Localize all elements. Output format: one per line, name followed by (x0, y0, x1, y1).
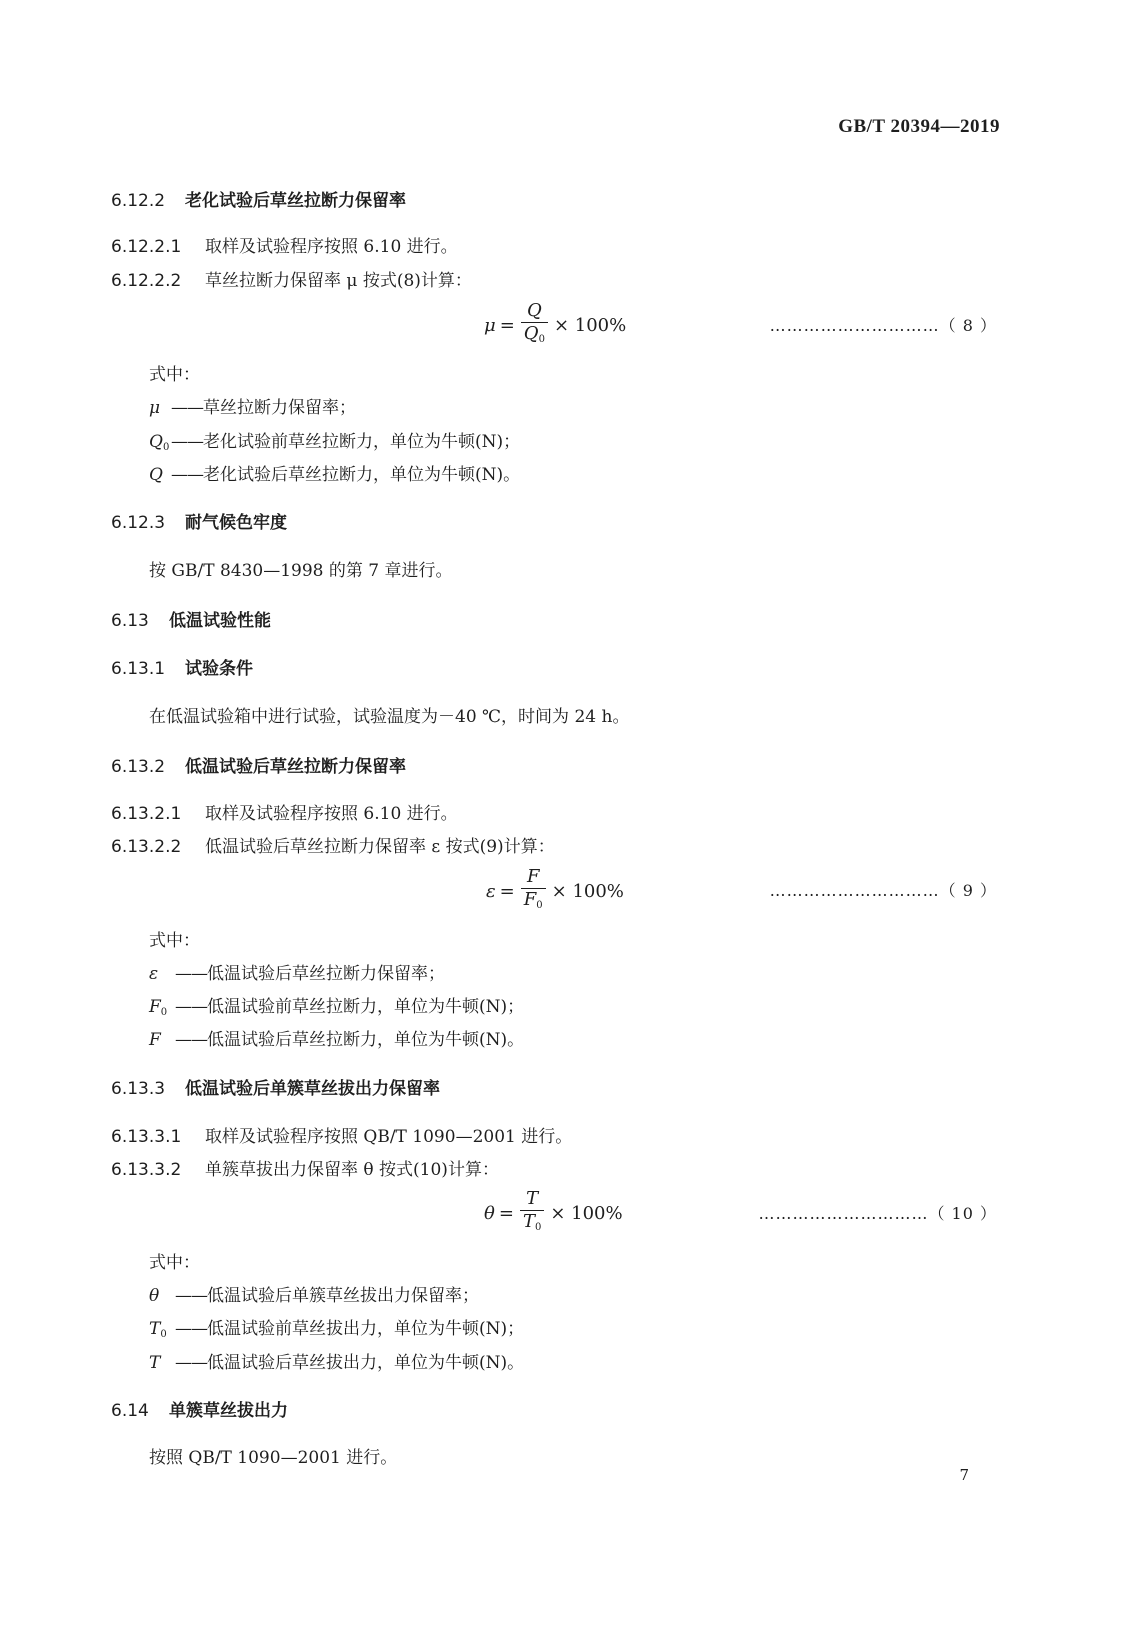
definition-item: $T_0$ ——低温试验前草丝拔出力，单位为牛顿(N)； (149, 1319, 525, 1340)
formula-equals: = (499, 315, 515, 336)
where-label: 式中： (149, 931, 200, 951)
clause-6-12-2-1 (111, 232, 458, 257)
formula-10 (484, 1188, 623, 1239)
section-number: 6.13 (111, 611, 149, 631)
definition-item: θ ——低温试验后单簇草丝拔出力保留率； (149, 1286, 479, 1306)
section-title: 耐气候色牢度 (185, 513, 287, 533)
clause-number: 6.13.3.2 (111, 1160, 182, 1180)
section-title: 试验条件 (185, 659, 253, 679)
formula-multiplier: × 100% (550, 1203, 623, 1224)
clause-6-13-2-2 (111, 832, 555, 857)
clause-number: 6.12.2.1 (111, 237, 182, 257)
section-heading-6-13-2 (111, 752, 406, 777)
formula-fraction (520, 1188, 544, 1239)
definition-item: F ——低温试验后草丝拉断力，单位为牛顿(N)。 (149, 1030, 525, 1050)
formula-denominator: $F_0$ (521, 888, 546, 917)
page-number: 7 (959, 1466, 969, 1484)
definition-item: $Q_0——$老化试验前草丝拉断力，单位为牛顿(N)； (149, 432, 521, 453)
definition-item: ε ——低温试验后草丝拉断力保留率； (149, 964, 445, 984)
clause-number: 6.13.2.1 (111, 804, 182, 824)
section-heading-6-13 (111, 606, 271, 631)
definition-item: Q ——老化试验后草丝拉断力，单位为牛顿(N)。 (149, 465, 521, 485)
definition-item: μ ——草丝拉断力保留率； (149, 398, 356, 418)
formula-denominator: $T_0$ (520, 1210, 544, 1239)
formula-fraction (521, 300, 548, 351)
clause-number: 6.13.2.2 (111, 837, 182, 857)
section-heading-6-13-3 (111, 1074, 440, 1099)
section-title: 低温试验性能 (169, 611, 271, 631)
clause-text: 取样及试验程序按照 QB/T 1090—2001 进行。 (205, 1127, 573, 1147)
formula-numerator: T (526, 1188, 539, 1209)
paragraph: 在低温试验箱中进行试验，试验温度为－40 ℃，时间为 24 h。 (149, 707, 630, 727)
where-label: 式中： (149, 1253, 200, 1273)
formula-fraction (521, 866, 546, 917)
clause-number: 6.12.2.2 (111, 271, 182, 291)
formula-9 (486, 866, 624, 917)
clause-6-13-3-2 (111, 1155, 499, 1180)
formula-lhs: ε (486, 881, 496, 902)
formula-equals: = (499, 881, 515, 902)
standard-number: GB/T 20394—2019 (838, 116, 1000, 137)
formula-numerator: Q (526, 300, 542, 321)
section-number: 6.12.3 (111, 513, 166, 533)
definition-item: T ——低温试验后草丝拔出力，单位为牛顿(N)。 (149, 1353, 525, 1373)
where-label: 式中： (149, 365, 200, 385)
formula-lhs: μ (484, 315, 496, 336)
clause-6-13-2-1 (111, 799, 458, 824)
section-number: 6.13.3 (111, 1079, 166, 1099)
formula-equals: = (498, 1203, 514, 1224)
formula-number-10: …………………………（ 10 ） (758, 1204, 997, 1223)
section-heading-6-12-2 (111, 186, 406, 211)
formula-8 (484, 300, 626, 351)
formula-number-8: …………………………（ 8 ） (769, 316, 997, 335)
section-heading-6-12-3 (111, 508, 287, 533)
formula-lhs: θ (484, 1203, 495, 1224)
formula-multiplier: × 100% (551, 881, 624, 902)
clause-number: 6.13.3.1 (111, 1127, 182, 1147)
formula-number-9: …………………………（ 9 ） (769, 881, 997, 900)
section-title: 低温试验后草丝拉断力保留率 (185, 757, 406, 777)
formula-denominator: $Q_0$ (521, 322, 548, 351)
section-number: 6.13.2 (111, 757, 166, 777)
clause-text: 取样及试验程序按照 6.10 进行。 (205, 804, 458, 824)
section-title: 低温试验后单簇草丝拔出力保留率 (185, 1079, 440, 1099)
clause-text: 取样及试验程序按照 6.10 进行。 (205, 237, 458, 257)
section-heading-6-14 (111, 1396, 288, 1421)
formula-multiplier: × 100% (553, 315, 627, 336)
section-number: 6.13.1 (111, 659, 166, 679)
clause-text: 单簇草拔出力保留率 θ 按式(10)计算： (205, 1160, 499, 1180)
clause-6-13-3-1 (111, 1122, 572, 1147)
clause-6-12-2-2 (111, 266, 472, 291)
formula-numerator: F (526, 866, 540, 887)
section-title: 老化试验后草丝拉断力保留率 (185, 191, 406, 211)
section-number: 6.14 (111, 1401, 149, 1421)
definition-item: $F_0$ ——低温试验前草丝拉断力，单位为牛顿(N)； (149, 997, 525, 1018)
clause-text: 低温试验后草丝拉断力保留率 ε 按式(9)计算： (205, 837, 555, 857)
section-heading-6-13-1 (111, 654, 253, 679)
section-title: 单簇草丝拔出力 (169, 1401, 288, 1421)
paragraph: 按照 QB/T 1090—2001 进行。 (149, 1448, 398, 1468)
clause-text: 草丝拉断力保留率 μ 按式(8)计算： (205, 271, 472, 291)
paragraph: 按 GB/T 8430—1998 的第 7 章进行。 (149, 561, 453, 581)
section-number: 6.12.2 (111, 191, 166, 211)
